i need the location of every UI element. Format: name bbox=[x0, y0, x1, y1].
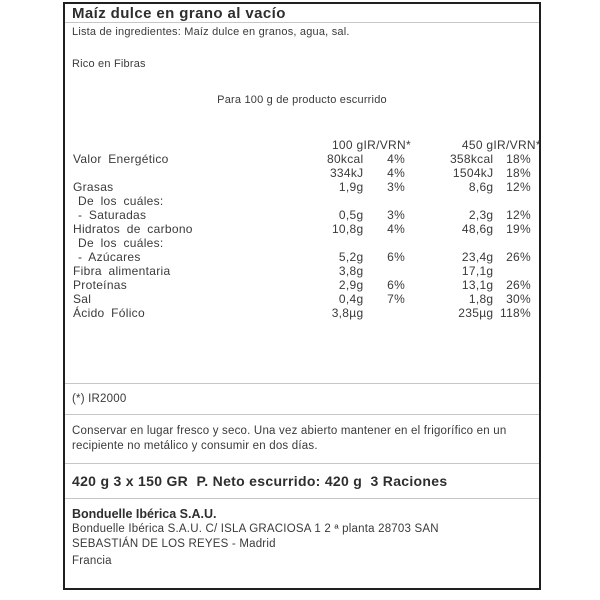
nutrition-table bbox=[65, 138, 541, 320]
value-100g: 5,2g bbox=[338, 250, 364, 264]
pct-100g: 4% bbox=[387, 222, 406, 236]
pct-450g: 18% bbox=[506, 152, 531, 166]
table-row bbox=[65, 278, 531, 292]
nutrient-label: Valor Energético bbox=[73, 152, 169, 166]
value-450g: 48,6g bbox=[461, 222, 494, 236]
serving-note: Para 100 g de producto escurrido bbox=[217, 94, 387, 106]
pct-450g: 26% bbox=[506, 250, 531, 264]
value-100g: 2,9g bbox=[338, 278, 364, 292]
table-row bbox=[65, 222, 531, 236]
nutrient-label: Sal bbox=[73, 292, 92, 306]
producer-name: Bonduelle Ibérica S.A.U. bbox=[72, 507, 217, 521]
pct-100g: 6% bbox=[387, 278, 406, 292]
ingredients-list: Lista de ingredientes: Maíz dulce en granos, agua, sal. bbox=[72, 26, 350, 38]
value-450g: 2,3g bbox=[468, 208, 494, 222]
value-100g: 334kJ bbox=[329, 166, 364, 180]
value-100g: 80kcal bbox=[326, 152, 364, 166]
value-100g bbox=[290, 236, 363, 250]
value-100g: 1,9g bbox=[338, 180, 364, 194]
value-450g: 1,8g bbox=[468, 292, 494, 306]
pct-100g: 3% bbox=[387, 208, 406, 222]
section-divider bbox=[65, 383, 539, 384]
value-100g: 0,4g bbox=[338, 292, 364, 306]
pct-100g bbox=[363, 306, 405, 320]
pct-450g bbox=[493, 236, 531, 250]
reference-footnote: (*) IR2000 bbox=[72, 393, 127, 405]
value-100g: 0,5g bbox=[338, 208, 364, 222]
pct-100g: 4% bbox=[387, 152, 406, 166]
nutrient-sublabel: De los cuáles: bbox=[78, 194, 164, 208]
pct-450g: 12% bbox=[506, 208, 531, 222]
nutrient-sublabel: - Saturadas bbox=[78, 208, 147, 222]
table-row bbox=[65, 208, 531, 222]
value-450g: 17,1g bbox=[461, 264, 494, 278]
value-450g bbox=[405, 194, 493, 208]
value-450g: 235µg bbox=[458, 306, 494, 320]
col-header-450g: 450 g bbox=[461, 138, 494, 152]
pct-450g bbox=[493, 194, 531, 208]
product-title: Maíz dulce en grano al vacío bbox=[65, 4, 539, 23]
producer-country: Francia bbox=[72, 555, 112, 567]
pct-100g: 6% bbox=[387, 250, 406, 264]
pct-450g: 30% bbox=[506, 292, 531, 306]
label-box bbox=[63, 2, 541, 590]
value-100g bbox=[290, 194, 363, 208]
nutrient-label bbox=[65, 166, 290, 180]
value-450g: 8,6g bbox=[468, 180, 494, 194]
col-header-100g: 100 g bbox=[331, 138, 364, 152]
value-100g: 10,8g bbox=[331, 222, 364, 236]
pct-100g: 7% bbox=[387, 292, 406, 306]
pct-100g: 3% bbox=[387, 180, 406, 194]
pct-450g: 19% bbox=[506, 222, 531, 236]
value-450g: 358kcal bbox=[449, 152, 494, 166]
value-100g: 3,8g bbox=[338, 264, 364, 278]
value-450g bbox=[405, 236, 493, 250]
table-row bbox=[65, 180, 531, 194]
pct-100g: 4% bbox=[387, 166, 406, 180]
table-row bbox=[65, 306, 531, 320]
producer-block bbox=[72, 507, 532, 569]
col-header-irvrn-450: IR/VRN* bbox=[493, 138, 541, 152]
pct-450g: 26% bbox=[506, 278, 531, 292]
pct-100g bbox=[363, 236, 405, 250]
section-divider bbox=[65, 463, 539, 464]
value-100g: 3,8µg bbox=[331, 306, 364, 320]
pct-450g: 18% bbox=[506, 166, 531, 180]
net-quantity: 420 g 3 x 150 GR P. Neto escurrido: 420 g 3 Raciones bbox=[72, 473, 448, 489]
pct-450g: 118% bbox=[499, 306, 531, 320]
section-divider bbox=[65, 498, 539, 499]
nutrient-sublabel: - Azúcares bbox=[78, 250, 141, 264]
table-row bbox=[65, 166, 531, 180]
nutrient-label: Fibra alimentaria bbox=[73, 264, 171, 278]
nutrient-label: Hidratos de carbono bbox=[73, 222, 193, 236]
nutrient-label: Ácido Fólico bbox=[73, 306, 145, 320]
storage-instructions: Conservar en lugar fresco y seco. Una vez abierto mantener en el frigorífico en un recipiente no metálico y consumir en dos días. bbox=[72, 425, 507, 452]
pct-450g: 12% bbox=[506, 180, 531, 194]
pct-450g bbox=[493, 264, 531, 278]
nutrient-label: Proteínas bbox=[73, 278, 128, 292]
value-450g: 13,1g bbox=[461, 278, 494, 292]
nutrition-header-row bbox=[65, 138, 531, 152]
table-row bbox=[65, 152, 531, 166]
section-divider bbox=[65, 414, 539, 415]
table-row bbox=[65, 264, 531, 278]
table-row bbox=[65, 194, 531, 208]
table-row bbox=[65, 292, 531, 306]
col-header-irvrn-100: IR/VRN* bbox=[363, 138, 411, 152]
nutrient-sublabel: De los cuáles: bbox=[78, 236, 164, 250]
pct-100g bbox=[363, 194, 405, 208]
nutrient-label: Grasas bbox=[73, 180, 114, 194]
nutrient-header-blank bbox=[65, 138, 290, 152]
table-row bbox=[65, 250, 531, 264]
pct-100g bbox=[363, 264, 405, 278]
value-450g: 23,4g bbox=[461, 250, 494, 264]
producer-address: Bonduelle Ibérica S.A.U. C/ ISLA GRACIOSA 1 2 ª planta 28703 SAN SEBASTIÁN DE LOS REYES - Madrid bbox=[72, 523, 439, 550]
value-450g: 1504kJ bbox=[452, 166, 494, 180]
table-row bbox=[65, 236, 531, 250]
nutrition-claim: Rico en Fibras bbox=[72, 58, 146, 70]
